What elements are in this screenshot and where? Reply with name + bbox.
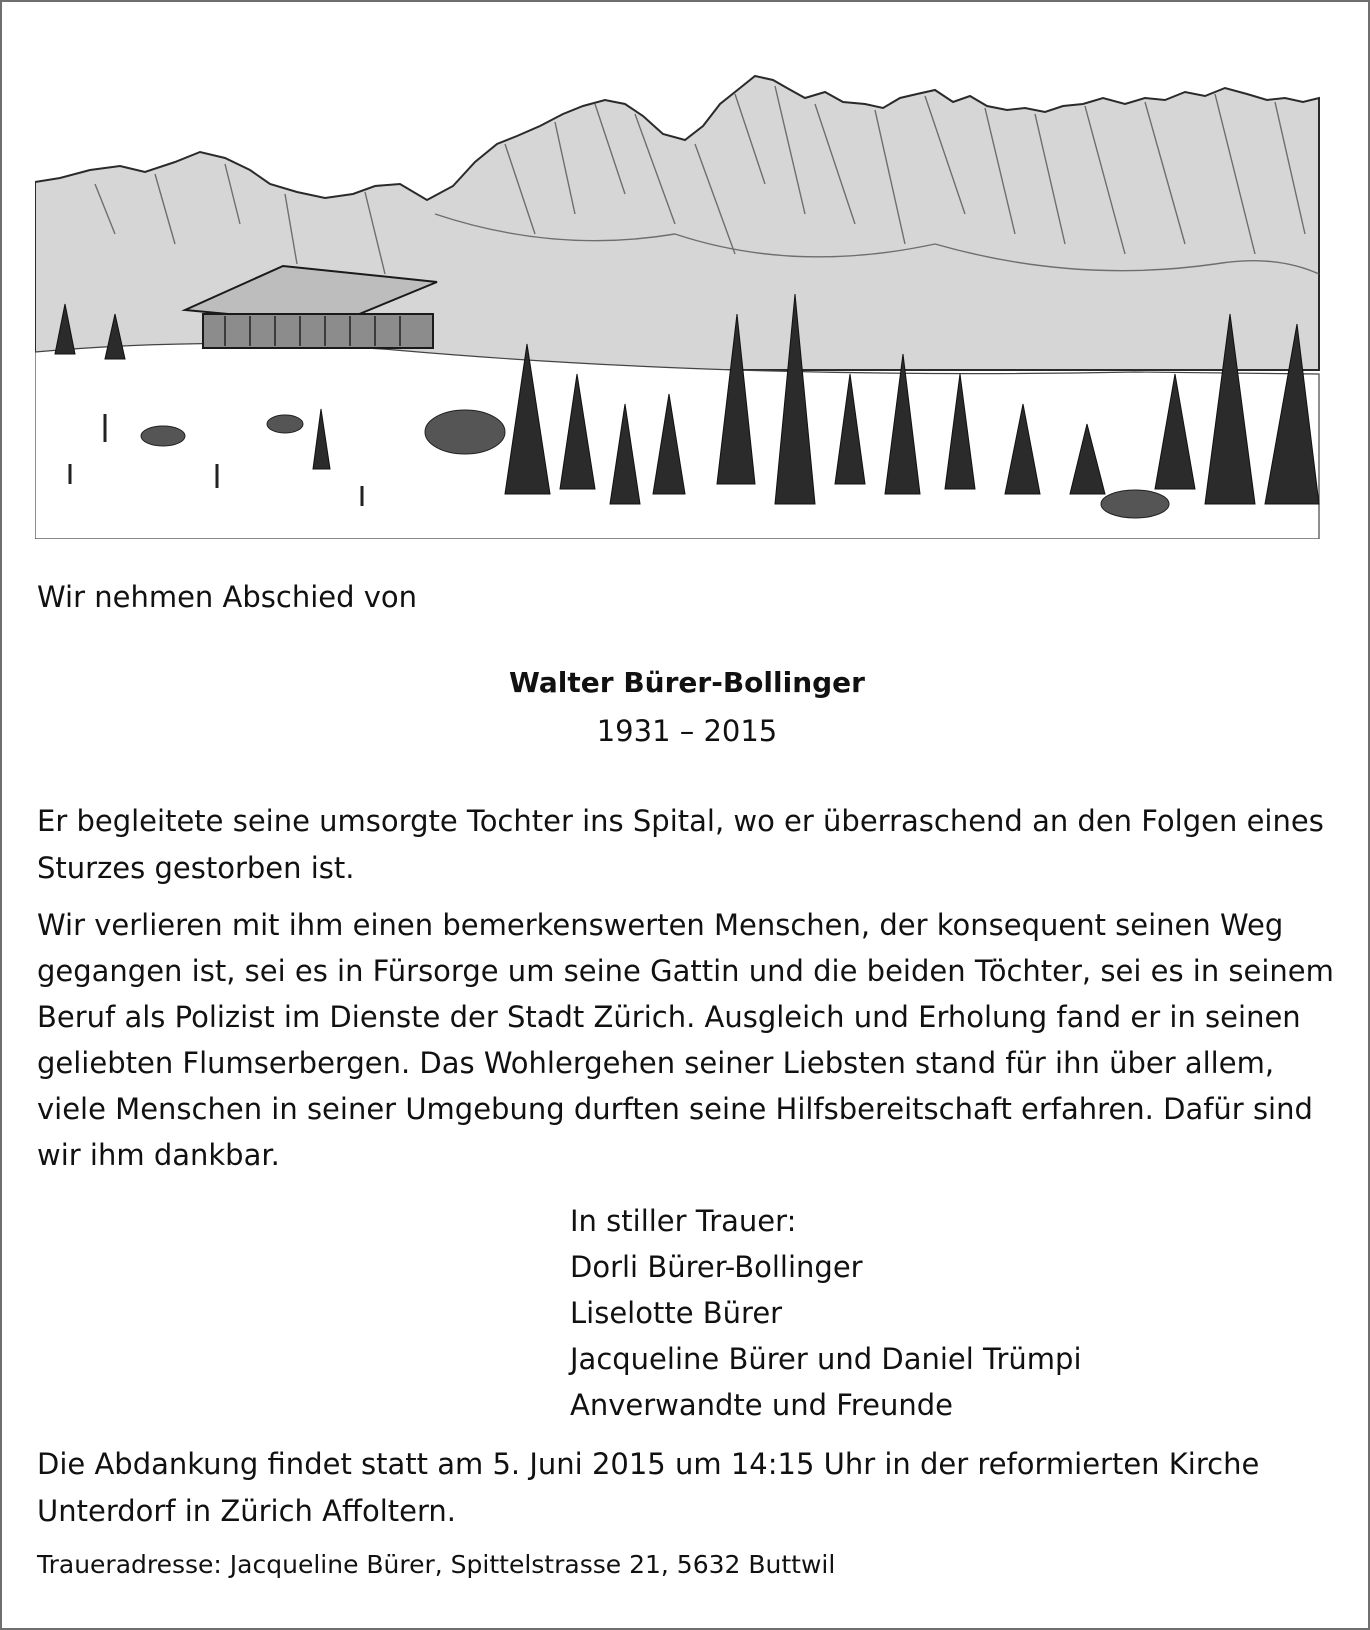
death-circumstances-paragraph: Er begleitete seine umsorgte Tochter ins Spital, wo er überraschend an den Folgen eines Sturzes gestorben ist. <box>37 804 1324 885</box>
deceased-name: Walter Bürer-Bollinger <box>509 666 865 699</box>
mourner-name: Liselotte Bürer <box>570 1296 783 1330</box>
mourning-heading: In stiller Trauer: <box>570 1204 797 1238</box>
mourning-address: Traueradresse: Jacqueline Bürer, Spittelstrasse 21, 5632 Buttwil <box>37 1550 836 1579</box>
mourner-name: Anverwandte und Freunde <box>570 1388 953 1422</box>
tribute-paragraph: Wir verlieren mit ihm einen bemerkenswerten Menschen, der konsequent seinen Weg gegangen ist, sei es in Fürsorge um seine Gattin und die beiden Töchter, sei es in seinem Beruf als Polizist im Dienste der Stadt Zürich. Ausgleich und Erholung fand er in seinen geliebten Flumserbergen. Das Wohlergehen seiner Liebsten stand für ihn über allem, viele Menschen in seiner Umgebung durften seine Hilfsbereitschaft erfahren. Dafür sind wir ihm dankbar. <box>37 908 1334 1172</box>
mourner-name: Dorli Bürer-Bollinger <box>570 1250 863 1284</box>
intro-text: Wir nehmen Abschied von <box>37 580 418 614</box>
mountain-landscape-illustration <box>35 74 1340 539</box>
mourner-name: Jacqueline Bürer und Daniel Trümpi <box>570 1342 1082 1376</box>
funeral-info: Die Abdankung findet statt am 5. Juni 2015 um 14:15 Uhr in der reformierten Kirche Unterdorf in Zürich Affoltern. <box>37 1447 1260 1528</box>
life-years: 1931 – 2015 <box>596 714 778 748</box>
mourners-list <box>570 1198 1082 1428</box>
